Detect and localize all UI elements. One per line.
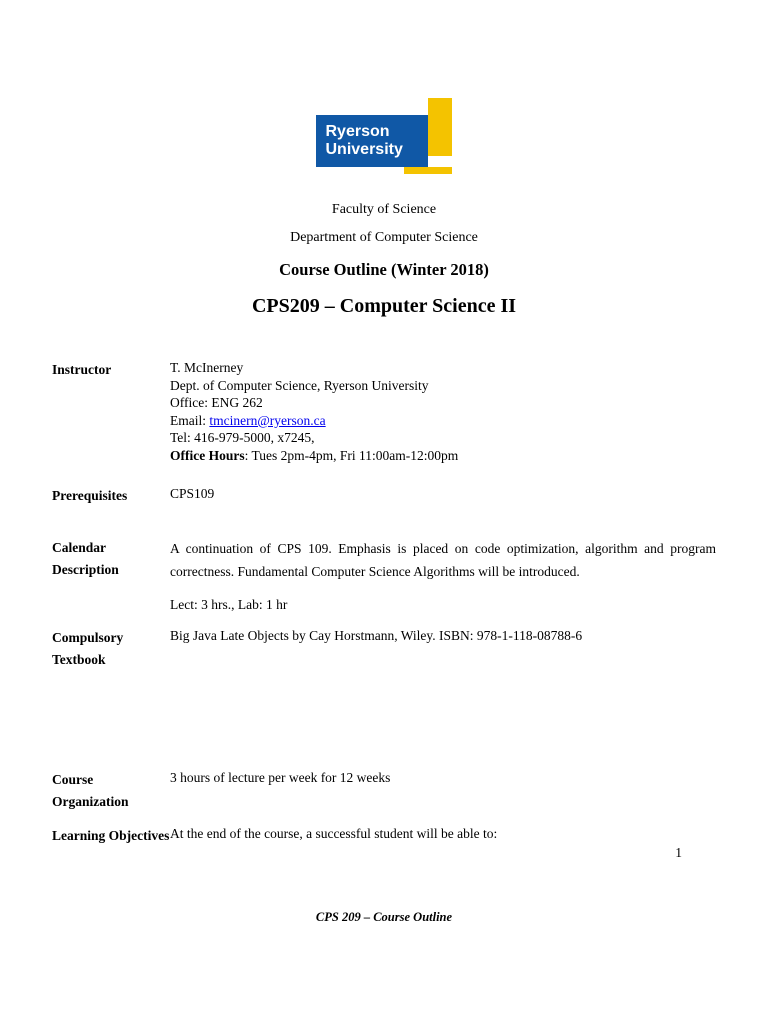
content-rows bbox=[0, 359, 768, 847]
logo-wordmark bbox=[316, 115, 428, 167]
email-prefix: Email: bbox=[170, 412, 210, 428]
logo-gold-foot bbox=[404, 167, 452, 174]
footer-note: CPS 209 – Course Outline bbox=[315, 910, 453, 924]
instructor-dept: Dept. of Computer Science, Ryerson University bbox=[170, 377, 429, 393]
faculty-line: Faculty of Science bbox=[331, 202, 437, 217]
instructor-tel: Tel: 416-979-5000, x7245, bbox=[170, 430, 315, 446]
logo-wordmark-line2: University bbox=[325, 141, 403, 158]
logo-gold-bar bbox=[428, 98, 452, 156]
instructor-office-hours bbox=[170, 447, 716, 465]
learning-objectives-label: Learning Objectives bbox=[52, 828, 170, 844]
course-outline-heading: Course Outline (Winter 2018) bbox=[279, 260, 489, 279]
instructor-email-line bbox=[170, 412, 716, 430]
section-course-organization bbox=[52, 769, 716, 813]
textbook-label: Compulsory Textbook bbox=[52, 630, 124, 668]
section-calendar-description bbox=[52, 537, 716, 614]
prerequisites-value: CPS109 bbox=[170, 485, 215, 501]
instructor-label: Instructor bbox=[52, 362, 112, 377]
page-number: 1 bbox=[675, 845, 682, 860]
department-line: Department of Computer Science bbox=[290, 230, 478, 245]
course-organization-label: Course Organization bbox=[52, 772, 129, 810]
calendar-description-label: Calendar Description bbox=[52, 539, 119, 577]
office-hours-label: Office Hours bbox=[170, 447, 245, 463]
course-title: CPS209 – Computer Science II bbox=[251, 295, 517, 317]
email-link[interactable]: tmcinern@ryerson.ca bbox=[209, 412, 326, 428]
calendar-description-body bbox=[170, 537, 716, 614]
section-prerequisites bbox=[52, 485, 716, 507]
lecture-lab-hours: Lect: 3 hrs., Lab: 1 hr bbox=[170, 596, 288, 612]
learning-objectives-value: At the end of the course, a successful student will be able to: bbox=[170, 826, 498, 842]
document-header bbox=[0, 0, 768, 319]
instructor-office: Office: ENG 262 bbox=[170, 395, 263, 411]
section-learning-objectives bbox=[52, 825, 716, 847]
instructor-name: T. McInerney bbox=[170, 360, 244, 375]
prerequisites-label: Prerequisites bbox=[52, 487, 128, 503]
office-hours-value: : Tues 2pm-4pm, Fri 11:00am-12:00pm bbox=[244, 447, 459, 463]
ryerson-logo bbox=[316, 98, 453, 174]
calendar-description-paragraph: A continuation of CPS 109. Emphasis is placed on code optimization, algorithm and program correctness. Fundamental Computer Science Algorithms will be introduced. bbox=[170, 540, 716, 579]
section-instructor bbox=[52, 359, 716, 465]
course-organization-value: 3 hours of lecture per week for 12 weeks bbox=[170, 770, 391, 786]
section-compulsory-textbook bbox=[52, 627, 716, 671]
logo-wordmark-line1: Ryerson bbox=[325, 123, 390, 140]
instructor-details bbox=[170, 359, 716, 465]
textbook-value: Big Java Late Objects by Cay Horstmann, Wiley. ISBN: 978-1-118-08788-6 bbox=[170, 628, 583, 644]
